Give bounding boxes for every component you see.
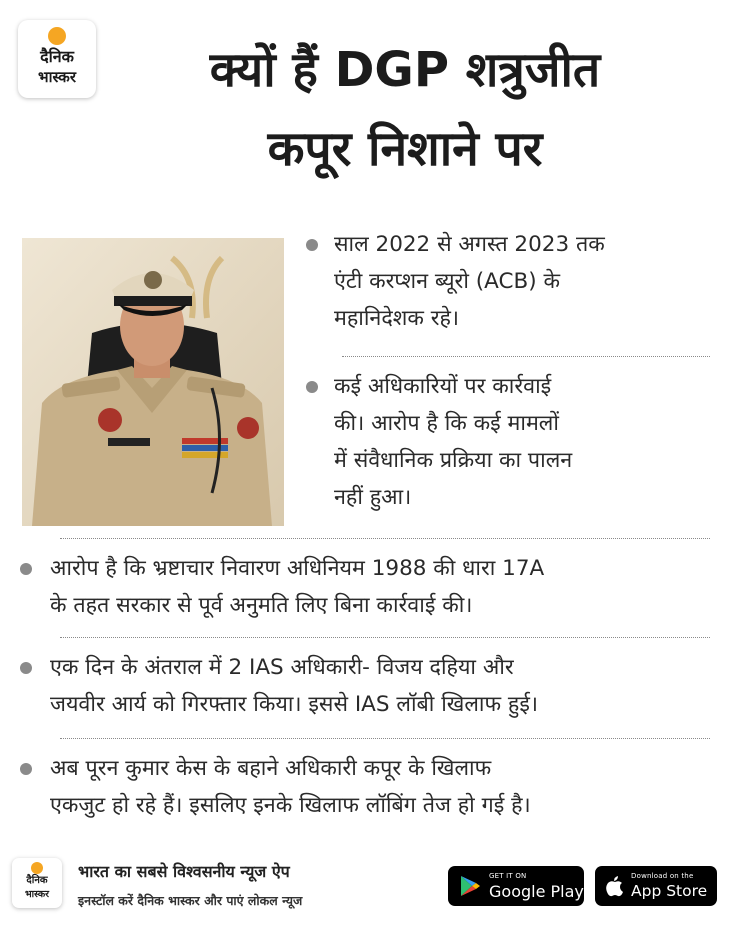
headline-line-1: क्यों हैं DGP शत्रुजीत [209, 42, 601, 98]
app-store-small-text: Download on the [631, 872, 694, 880]
bullet-icon [306, 239, 318, 251]
full-point-1-line-1: आरोप है कि भ्रष्टाचार निवारण अधिनियम 1988 की धारा 17A [50, 556, 545, 581]
full-point-1-line-2: के तहत सरकार से पूर्व अनुमति लिए बिना कार्रवाई की। [50, 593, 473, 618]
footer-logo-line-2: भास्कर [24, 889, 50, 900]
footer-tagline: भारत का सबसे विश्वसनीय न्यूज ऐप [78, 862, 290, 881]
logo-line-1: दैनिक [40, 47, 74, 66]
footer-subline: इनस्टॉल करें दैनिक भास्कर और पाएं लोकल न्यूज [78, 893, 303, 908]
google-play-icon [458, 874, 482, 898]
divider [342, 356, 710, 357]
bullet-icon [20, 563, 32, 575]
divider [60, 538, 710, 539]
side-point-2-line-1: कई अधिकारियों पर कार्रवाई [334, 374, 552, 399]
side-point-2-line-2: की। आरोप है कि कई मामलों [334, 411, 559, 436]
bullet-icon [20, 662, 32, 674]
divider [60, 738, 710, 739]
app-store-button[interactable] [595, 866, 717, 906]
logo-sun-icon [48, 27, 66, 45]
full-point-2-line-2: जयवीर आर्य को गिरफ्तार किया। इससे IAS लॉबी खिलाफ हुई। [50, 692, 539, 717]
footer-logo-line-1: दैनिक [26, 875, 48, 886]
side-point-1-line-1: साल 2022 से अगस्त 2023 तक [334, 232, 605, 257]
headline-line-2: कपूर निशाने पर [267, 121, 543, 177]
google-play-button[interactable] [448, 866, 584, 906]
side-point-1-line-3: महानिदेशक रहे। [334, 306, 460, 331]
divider [60, 637, 710, 638]
full-point-3-line-1: अब पूरन कुमार केस के बहाने अधिकारी कपूर के खिलाफ [50, 756, 492, 781]
full-point-3-line-2: एकजुट हो रहे हैं। इसलिए इनके खिलाफ लॉबिंग तेज हो गई है। [50, 793, 531, 818]
footer-brand-logo [12, 858, 62, 908]
bullet-icon [20, 763, 32, 775]
bullet-icon [306, 381, 318, 393]
logo-line-2: भास्कर [38, 68, 76, 86]
officer-photo [22, 238, 284, 526]
side-point-1-line-2: एंटी करप्शन ब्यूरो (ACB) के [334, 269, 560, 294]
side-point-2-line-3: में संवैधानिक प्रक्रिया का पालन [334, 448, 573, 473]
logo-sun-icon [31, 862, 43, 874]
full-point-2-line-1: एक दिन के अंतराल में 2 IAS अधिकारी- विजय दहिया और [50, 655, 514, 680]
apple-icon [605, 874, 625, 898]
brand-logo [18, 20, 96, 98]
app-store-label: App Store [631, 882, 708, 900]
google-play-label: Google Play [489, 882, 584, 901]
side-point-2-line-4: नहीं हुआ। [334, 485, 412, 510]
google-play-small-text: GET IT ON [489, 872, 527, 880]
